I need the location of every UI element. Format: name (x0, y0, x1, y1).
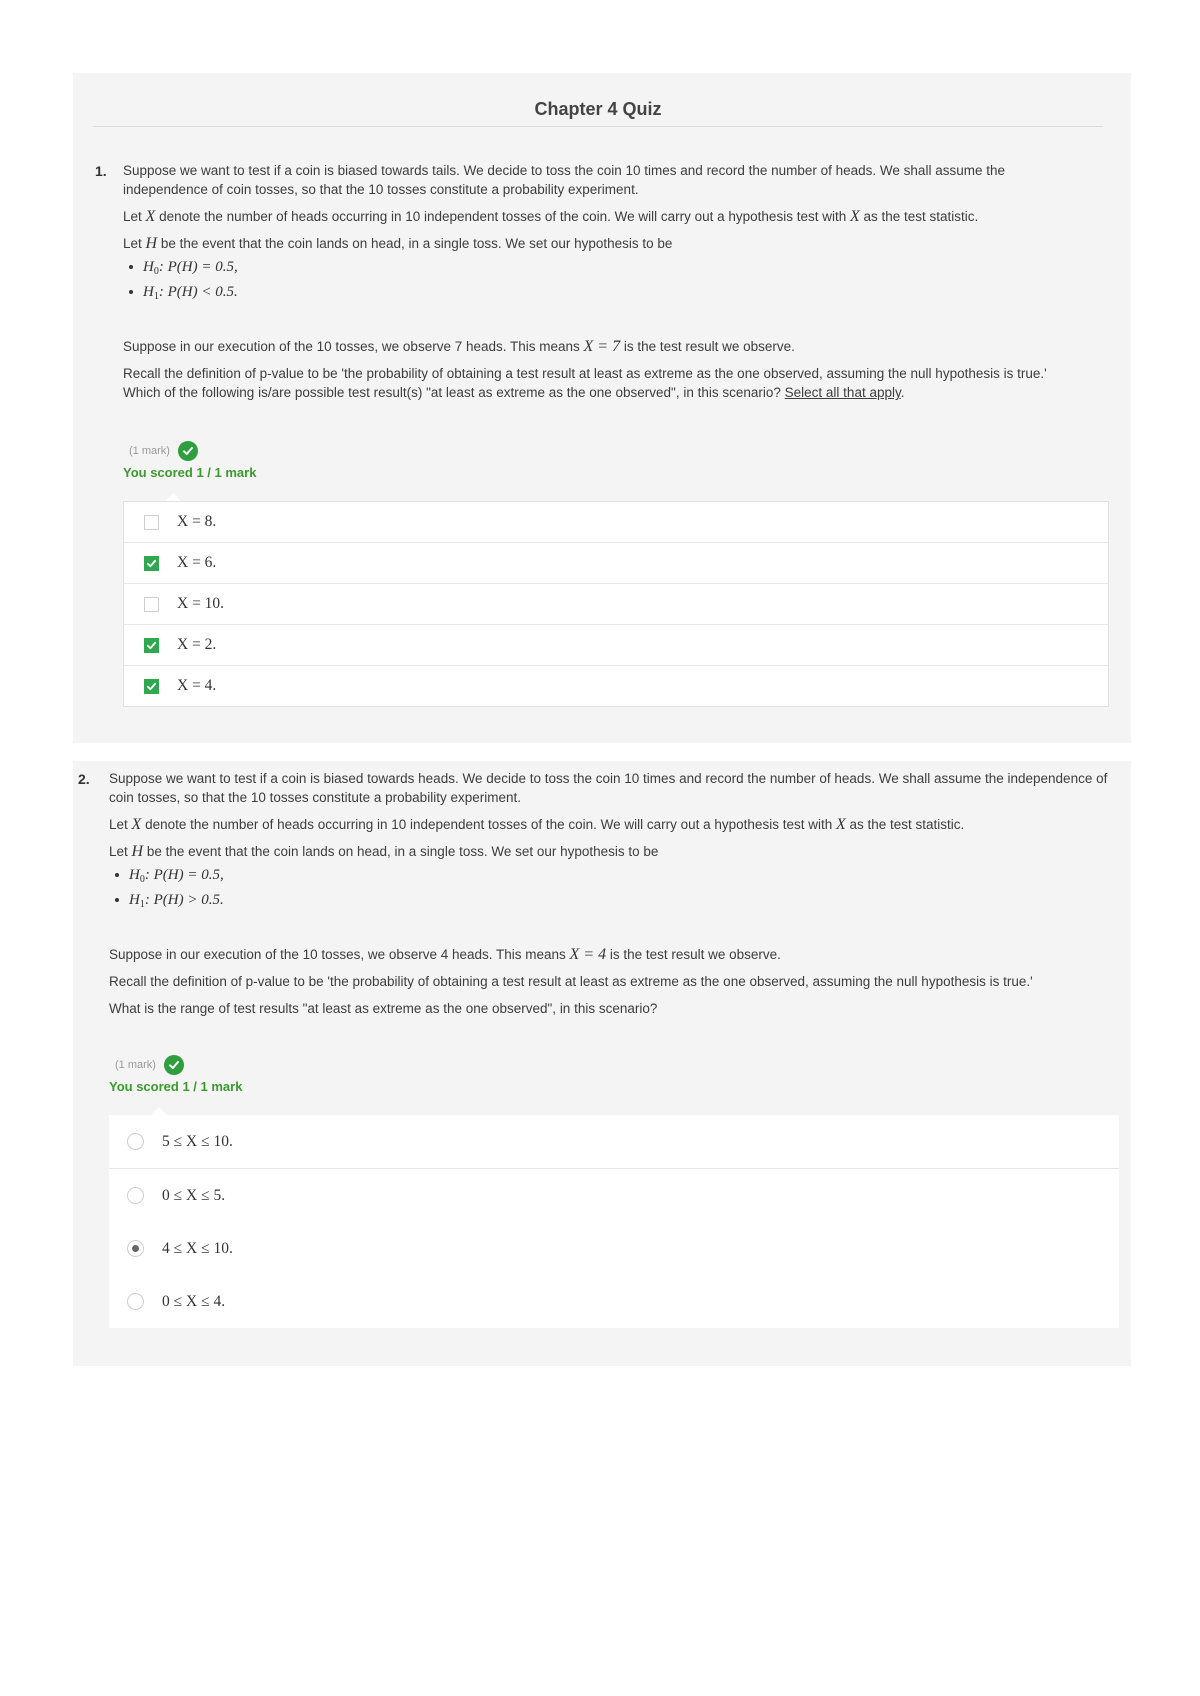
option-label: X = 6. (177, 554, 217, 571)
option-label: 0 ≤ X ≤ 5. (162, 1186, 226, 1204)
text: Let (123, 209, 146, 224)
option-range-0-4[interactable] (109, 1275, 1119, 1328)
text: denote the number of heads occurring in 10 independent tosses of the coin. We will carry out a hypothesis test with (141, 817, 836, 832)
alternative-hypothesis: $H_1$: P(H) > 0.5. (129, 890, 1109, 915)
option-label: X = 8. (177, 513, 217, 530)
option-x-6[interactable] (124, 543, 1108, 584)
radio-button[interactable] (127, 1293, 144, 1310)
text: . (900, 385, 905, 400)
math-var: X (849, 208, 860, 225)
option-range-5-10[interactable] (109, 1115, 1119, 1169)
math-var: H (131, 843, 144, 860)
statement-let-h (123, 234, 1093, 253)
text: as the test statistic. (845, 817, 965, 832)
statement-let-h (109, 842, 1109, 861)
option-x-8[interactable] (124, 502, 1108, 543)
statement-let-x (109, 815, 1109, 834)
text: is the test result we observe. (620, 339, 795, 354)
score-text: You scored 1 / 1 mark (109, 1079, 243, 1094)
check-circle-icon (178, 441, 198, 461)
hypothesis-text: : P(H) = 0.5, (158, 259, 238, 275)
checkbox[interactable] (144, 556, 159, 571)
checkbox[interactable] (144, 679, 159, 694)
option-label: 0 ≤ X ≤ 4. (162, 1292, 226, 1310)
feedback-pointer (151, 1107, 167, 1115)
radio-selected-dot (132, 1245, 139, 1252)
mark-value: (1 mark) (129, 445, 170, 457)
mark-row (129, 441, 198, 461)
text: Suppose in our execution of the 10 tosses, we observe 7 heads. This means (123, 339, 584, 354)
text: is the test result we observe. (606, 947, 781, 962)
mark-row (115, 1055, 184, 1075)
score-text: You scored 1 / 1 mark (123, 465, 257, 480)
question-number: 2. (78, 771, 90, 787)
text: as the test statistic. (859, 209, 979, 224)
option-x-4[interactable] (124, 666, 1108, 706)
question-2-card (73, 761, 1131, 1366)
math-var: X (145, 208, 156, 225)
radio-button[interactable] (127, 1133, 144, 1150)
mark-value: (1 mark) (115, 1059, 156, 1071)
text: Suppose in our execution of the 10 tosses, we observe 4 heads. This means (109, 947, 570, 962)
option-x-10[interactable] (124, 584, 1108, 625)
radio-button[interactable] (127, 1187, 144, 1204)
text: Let (123, 236, 146, 251)
option-range-4-10[interactable] (109, 1222, 1119, 1275)
radio-button[interactable] (127, 1240, 144, 1257)
question-intro: Suppose we want to test if a coin is biased towards heads. We decide to toss the coin 10 times and record the number of heads. We shall assume the independence of coin tosses, so that the 10 tosses constitute a probability experiment. (109, 771, 1108, 805)
question-1-card (73, 73, 1131, 743)
check-circle-icon (164, 1055, 184, 1075)
option-label: 5 ≤ X ≤ 10. (162, 1132, 233, 1150)
page-title: Chapter 4 Quiz (93, 99, 1103, 127)
answer-options (123, 501, 1109, 707)
text: be the event that the coin lands on head, in a single toss. We set our hypothesis to be (157, 236, 673, 251)
question-number: 1. (95, 163, 107, 179)
question-prompt (123, 383, 1093, 402)
text: Let (109, 817, 132, 832)
text: be the event that the coin lands on head, in a single toss. We set our hypothesis to be (143, 844, 659, 859)
hypothesis-text: : P(H) = 0.5, (144, 867, 224, 883)
select-all-instruction: Select all that apply (784, 385, 901, 400)
option-label: X = 10. (177, 595, 225, 612)
observation-text (123, 337, 1093, 356)
checkbox[interactable] (144, 638, 159, 653)
question-intro: Suppose we want to test if a coin is biased towards tails. We decide to toss the coin 10 times and record the number of heads. We shall assume the independence of coin tosses, so that the 10 tosses constitute a probability experiment. (123, 163, 1005, 197)
option-range-0-5[interactable] (109, 1169, 1119, 1222)
statement-let-x (123, 207, 1093, 226)
math-expression: X = 4 (569, 946, 607, 963)
p-value-definition: Recall the definition of p-value to be 'the probability of obtaining a test result at least as extreme as the one observed, assuming the null hypothesis is true.' (123, 366, 1047, 381)
option-label: X = 4. (177, 677, 217, 694)
text: Let (109, 844, 132, 859)
question-2-body (109, 769, 1109, 1018)
check-icon (146, 558, 157, 569)
text: Which of the following is/are possible test result(s) "at least as extreme as the one observed", in this scenario? (123, 385, 785, 400)
answer-options (109, 1115, 1119, 1328)
option-label: X = 2. (177, 636, 217, 653)
math-var: X (835, 816, 846, 833)
math-expression: X = 7 (583, 338, 621, 355)
null-hypothesis: $H_0$: P(H) = 0.5, (143, 257, 1093, 282)
checkbox[interactable] (144, 597, 159, 612)
math-var: X (131, 816, 142, 833)
hypothesis-text: : P(H) < 0.5. (158, 284, 238, 300)
option-x-2[interactable] (124, 625, 1108, 666)
question-prompt: What is the range of test results "at least as extreme as the one observed", in this scenario? (109, 1001, 658, 1016)
p-value-definition: Recall the definition of p-value to be 'the probability of obtaining a test result at least as extreme as the one observed, assuming the null hypothesis is true.' (109, 974, 1033, 989)
math-var: H (145, 235, 158, 252)
observation-text (109, 945, 1109, 964)
feedback-pointer (165, 493, 181, 501)
null-hypothesis: $H_0$: P(H) = 0.5, (129, 865, 1109, 890)
question-1-body (123, 161, 1093, 402)
hypotheses-list (123, 257, 1093, 307)
check-icon (146, 640, 157, 651)
checkbox[interactable] (144, 515, 159, 530)
hypotheses-list (109, 865, 1109, 915)
check-icon (146, 681, 157, 692)
alternative-hypothesis: $H_1$: P(H) < 0.5. (143, 282, 1093, 307)
text: denote the number of heads occurring in 10 independent tosses of the coin. We will carry out a hypothesis test with (155, 209, 850, 224)
option-label: 4 ≤ X ≤ 10. (162, 1239, 233, 1257)
hypothesis-text: : P(H) > 0.5. (144, 892, 224, 908)
